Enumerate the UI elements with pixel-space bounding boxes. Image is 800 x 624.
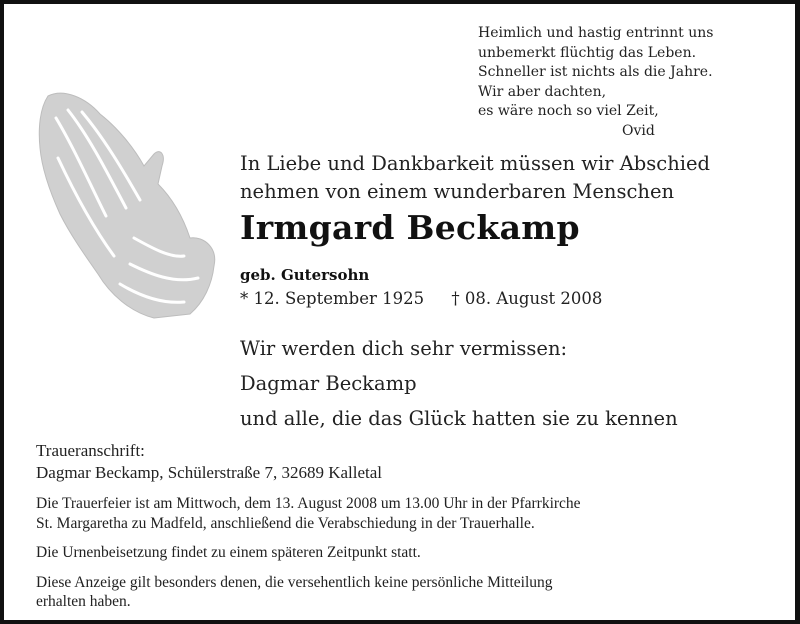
birth-date: * 12. September 1925	[240, 289, 425, 308]
notes	[36, 494, 776, 622]
praying-hands-icon	[34, 88, 220, 320]
poem-line: Heimlich und hastig entrinnt uns	[478, 25, 714, 41]
ceremony-line: St. Margaretha zu Madfeld, anschließend die Verabschiedung in der Trauerhalle.	[36, 514, 535, 532]
poem	[478, 24, 778, 141]
mourners-line: Wir werden dich sehr vermissen:	[240, 337, 568, 360]
urn-note: Die Urnenbeisetzung findet zu einem späteren Zeitpunkt statt.	[36, 544, 421, 561]
life-dates	[240, 289, 602, 308]
address-label: Traueranschrift:	[36, 441, 145, 460]
poem-line: Schneller ist nichts als die Jahre.	[478, 64, 713, 80]
death-date: † 08. August 2008	[451, 289, 603, 308]
intro-line: In Liebe und Dankbarkeit müssen wir Abschied	[240, 152, 711, 175]
mourners-line: Dagmar Beckamp	[240, 372, 417, 395]
poem-line: es wäre noch so viel Zeit,	[478, 103, 659, 119]
notice-line: Diese Anzeige gilt besonders denen, die versehentlich keine persönliche Mitteilung	[36, 573, 553, 591]
deceased-name: Irmgard Beckamp	[240, 208, 580, 247]
notice-line: erhalten haben.	[36, 593, 131, 610]
poem-line: Wir aber dachten,	[478, 83, 607, 100]
mourners-line: und alle, die das Glück hatten sie zu kennen	[240, 407, 678, 430]
poem-line: unbemerkt flüchtig das Leben.	[478, 44, 697, 61]
mourning-address	[36, 440, 382, 484]
ceremony-line: Die Trauerfeier ist am Mittwoch, dem 13. August 2008 um 13.00 Uhr in der Pfarrkirche	[36, 495, 581, 512]
notice-note	[36, 573, 776, 612]
address-value: Dagmar Beckamp, Schülerstraße 7, 32689 Kalletal	[36, 463, 383, 482]
poem-author: Ovid	[622, 122, 655, 139]
ceremony-note	[36, 494, 776, 533]
intro-text	[240, 150, 710, 206]
mourners	[240, 331, 678, 436]
birth-name: geb. Gutersohn	[240, 266, 370, 284]
intro-line: nehmen von einem wunderbaren Menschen	[240, 180, 675, 203]
